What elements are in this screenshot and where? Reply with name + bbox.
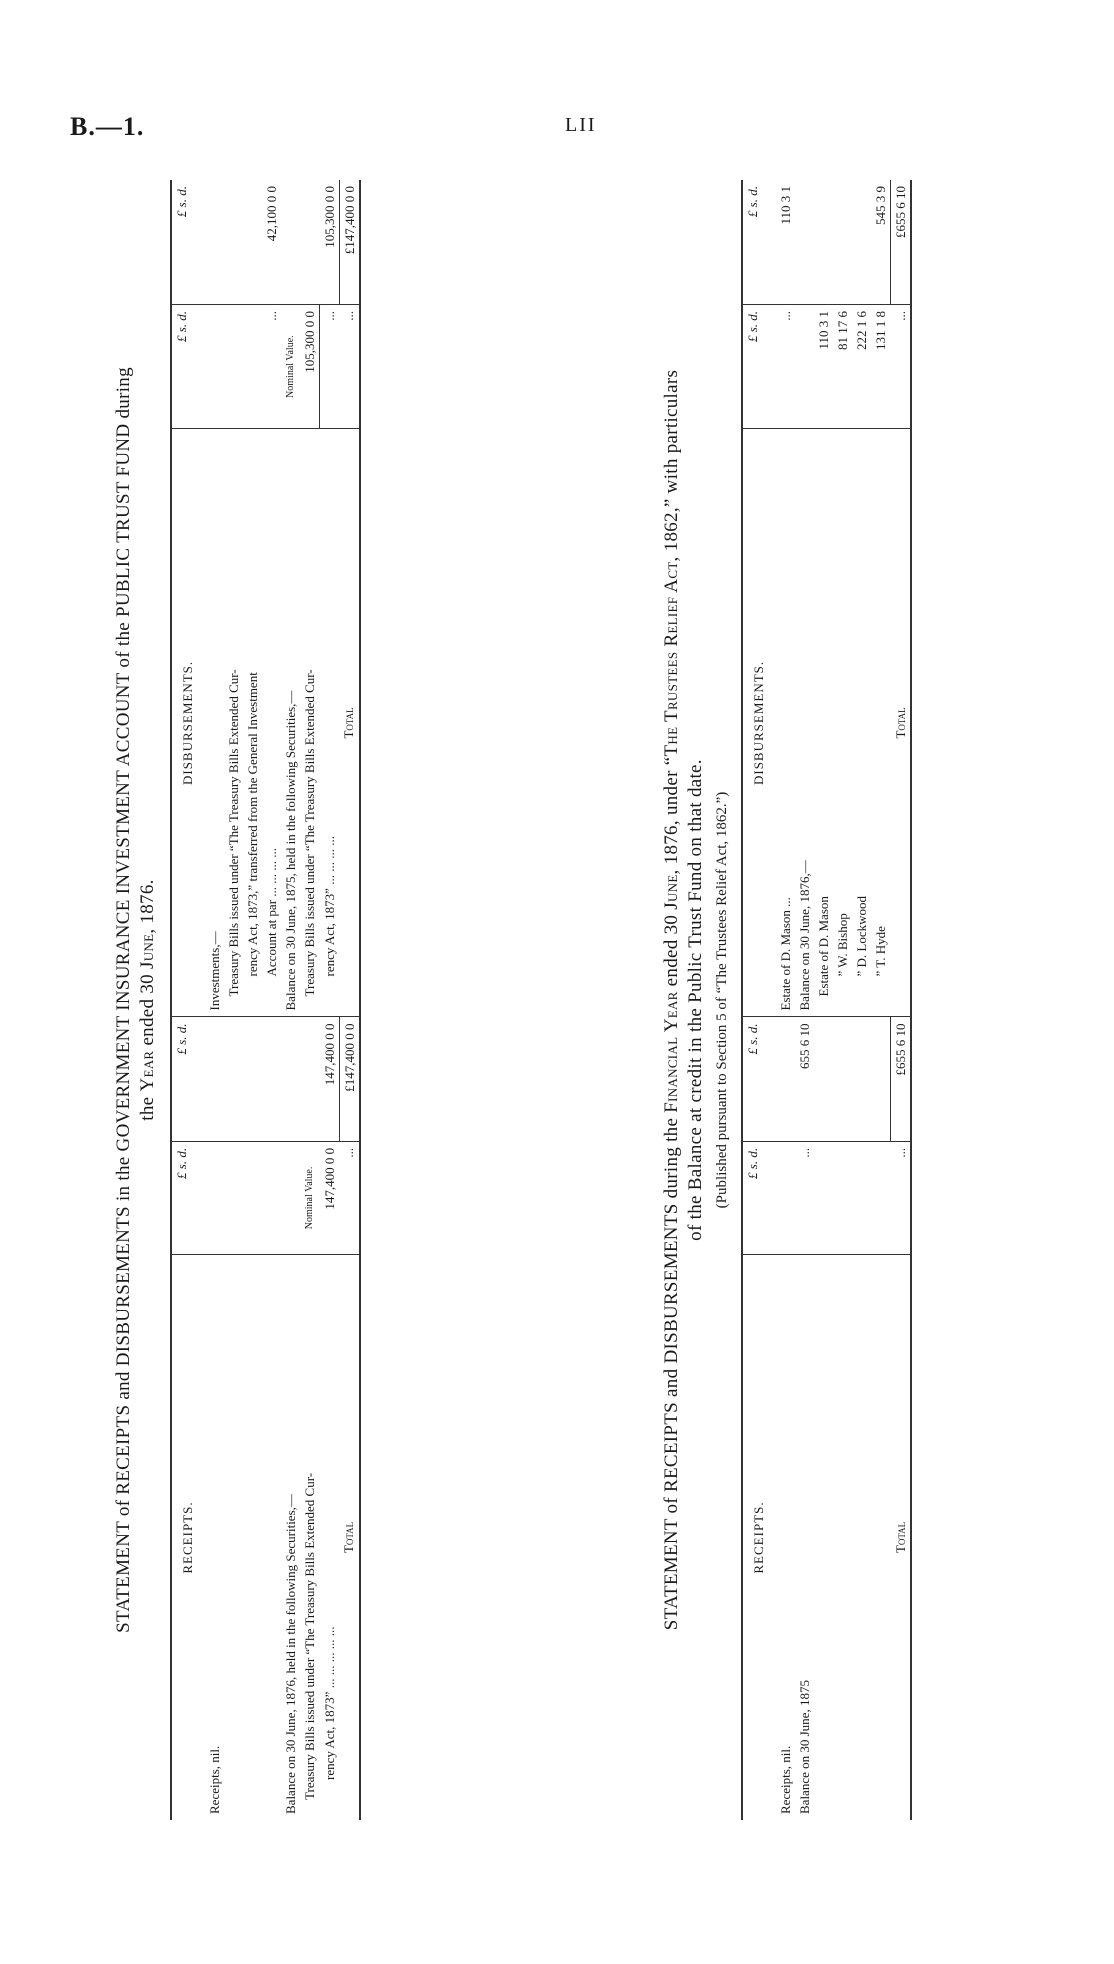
receipts-total-label: Total [339, 1254, 360, 1820]
cols-heading: £ s. d. [742, 1141, 776, 1254]
cols-heading: £ s. d. [171, 1017, 205, 1141]
receipts-balance-line-2: Treasury Bills issued under “The Treasury Bills Extended Cur- [302, 1472, 317, 1800]
investments-amount: 42,100 0 0 [262, 180, 281, 304]
receipts-balance-line-1: Balance on 30 June, 1876, held in the following Securities,— [283, 1494, 298, 1814]
estate-item-amount: 110 3 1 [814, 304, 833, 428]
disb-balance-label: Balance on 30 June, 1876,— [795, 429, 814, 1017]
receipts-nil: Receipts, nil. [207, 1745, 222, 1814]
receipts-heading: RECEIPTS. [742, 1254, 776, 1820]
dots: ... [320, 304, 340, 428]
cols-heading: £ s. d. [171, 180, 205, 304]
statement-2-table [741, 180, 912, 1820]
disb-total-amount: £147,400 0 0 [339, 180, 360, 304]
disb-nominal-value: 105,300 0 0 [300, 304, 320, 428]
statement-2-title-line-1: STATEMENT of RECEIPTS and DISBURSEMENTS during the Financial Year ended 30 June, 1876, under “The Trustees Relief Act, 1862,” with particulars [661, 369, 682, 1631]
investments-label: Investments,— [205, 429, 224, 1017]
statement-1-title-line-1: STATEMENT of RECEIPTS and DISBURSEMENTS in the GOVERNMENT INSURANCE INVESTMENT ACCOUNT of the PUBLIC TRUST FUND during [113, 367, 134, 1633]
receipts-balance: Balance on 30 June, 1875 [797, 1680, 812, 1814]
estate-item-amount: 131 1 8 [871, 304, 891, 428]
receipts-nominal-value: 147,400 0 0 [320, 1141, 340, 1254]
dots: ... [339, 304, 360, 428]
dots: ... [891, 1141, 912, 1254]
disb-balance-line-1: Balance on 30 June, 1875, held in the following Securities,— [281, 429, 300, 1017]
receipts-nominal-label: Nominal Value. [300, 1141, 320, 1254]
statement-1-table [170, 180, 361, 1820]
receipts-total-label: Total [891, 1254, 912, 1820]
disb-balance-line-2: Treasury Bills issued under “The Treasury Bills Extended Cur- [300, 429, 320, 1017]
cols-heading: £ s. d. [742, 180, 776, 304]
estate-item: ” T. Hyde [871, 429, 891, 1017]
receipts-balance-amount: 655 6 10 [795, 1017, 814, 1141]
disb-balance-amount: 105,300 0 0 [320, 180, 340, 304]
disbursements-heading: DISBURSEMENTS. [171, 429, 205, 1017]
estate-item-amount: 81 17 6 [833, 304, 852, 428]
receipts-nil: Receipts, nil. [778, 1745, 793, 1814]
disb-total-label: Total [891, 429, 912, 1017]
receipts-heading: RECEIPTS. [171, 1254, 205, 1820]
estate-item: ” D. Lockwood [852, 429, 871, 1017]
statement-2-title [660, 160, 708, 1840]
page-reference: B.—1. [70, 112, 145, 141]
disb-balance-line-3: rency Act, 1873” ... ... ... ... [320, 429, 340, 1017]
estate-item: ” W. Bishop [833, 429, 852, 1017]
statement-2-title-line-2: of the Balance at credit in the Public Trust Fund on that date. [685, 759, 706, 1241]
dots: ... [339, 1141, 360, 1254]
statement-government-insurance [112, 160, 492, 1840]
disb-balance-amount: 545 3 9 [871, 180, 891, 304]
disb-nominal-label: Nominal Value. [281, 304, 300, 428]
dots: ... [776, 304, 795, 428]
receipts-total-amount: £655 6 10 [891, 1017, 912, 1141]
statement-1-title [112, 160, 160, 1840]
receipts-balance-line-3: rency Act, 1873” ... ... ... ... ... [321, 1626, 337, 1780]
disb-estate-mason-amount: 110 3 1 [776, 180, 795, 304]
investments-line-3: Account at par ... ... ... ... [262, 429, 281, 1017]
dots: ... [795, 1141, 814, 1254]
dots: ... [891, 304, 912, 428]
cols-heading: £ s. d. [171, 1141, 205, 1254]
statement-2-subtitle: (Published pursuant to Section 5 of “The Trustees Relief Act, 1862.”) [714, 791, 730, 1209]
page-number: LII [565, 114, 597, 136]
disb-estate-mason: Estate of D. Mason ... [776, 429, 795, 1017]
receipts-balance-amount: 147,400 0 0 [320, 1017, 340, 1141]
investments-line-1: Treasury Bills issued under “The Treasury Bills Extended Cur- [224, 429, 243, 1017]
investments-line-2: rency Act, 1873,” transferred from the General Investment [243, 429, 262, 1017]
disb-total-amount: £655 6 10 [891, 180, 912, 304]
cols-heading: £ s. d. [742, 304, 776, 428]
disbursements-heading: DISBURSEMENTS. [742, 429, 776, 1017]
receipts-total-amount: £147,400 0 0 [339, 1017, 360, 1141]
estate-item-amount: 222 1 6 [852, 304, 871, 428]
dots: ... [262, 304, 281, 428]
statement-trustees-relief [660, 160, 1060, 1840]
disb-total-label: Total [339, 429, 360, 1017]
cols-heading: £ s. d. [742, 1017, 776, 1141]
cols-heading: £ s. d. [171, 304, 205, 428]
estate-item: Estate of D. Mason [814, 429, 833, 1017]
statement-1-title-line-2: the Year ended 30 June, 1876. [137, 879, 158, 1121]
